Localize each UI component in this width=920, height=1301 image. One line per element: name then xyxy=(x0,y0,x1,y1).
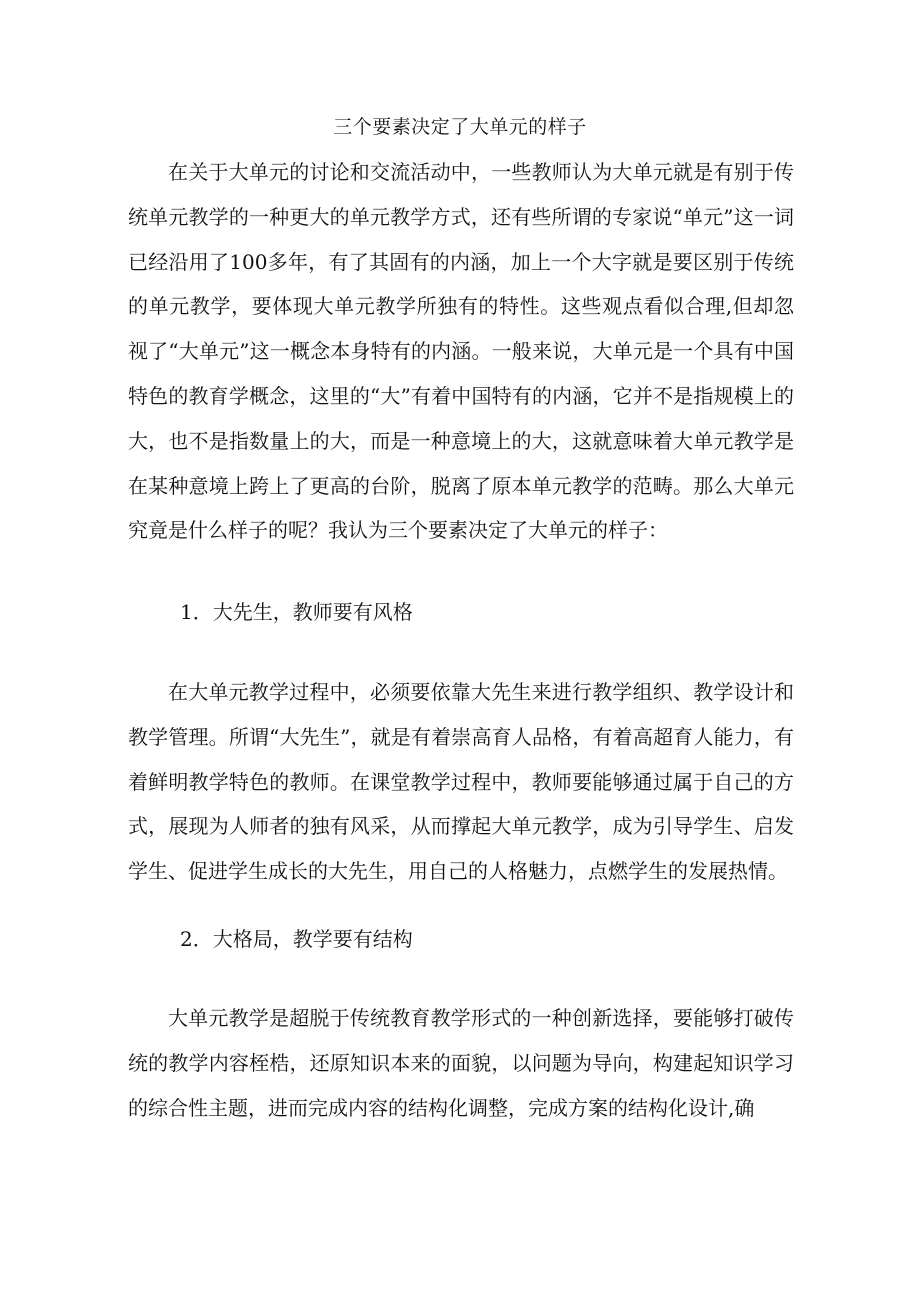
section-heading-1: 1．大先生，教师要有风格 xyxy=(180,600,413,624)
paragraph-intro: 在关于大单元的讨论和交流活动中，一些教师认为大单元就是有别于传统单元教学的一种更大的单元教学方式，还有些所谓的专家说“单元”这一词已经沿用了100多年，有了其固有的内涵，加上一个大字就是要区别于传统的单元教学，要体现大单元教学所独有的特性。这些观点看似合理,但却忽视了“大单元”这一概念本身特有的内涵。一般来说，大单元是一个具有中国特色的教育学概念，这里的“大”有着中国特有的内涵，它并不是指规模上的大，也不是指数量上的大，而是一种意境上的大，这就意味着大单元教学是在某种意境上跨上了更高的台阶，脱离了原本单元教学的范畴。那么大单元究竟是什么样子的呢？我认为三个要素决定了大单元的样子： xyxy=(128,160,794,543)
section-heading-2: 2．大格局，教学要有结构 xyxy=(180,927,413,951)
document-title: 三个要素决定了大单元的样子 xyxy=(333,116,587,138)
paragraph-section-1: 在大单元教学过程中，必须要依靠大先生来进行教学组织、教学设计和教学管理。所谓“大先生”，就是有着崇高育人品格，有着高超育人能力，有着鲜明教学特色的教师。在课堂教学过程中，教师要能够通过属于自己的方式，展现为人师者的独有风采，从而撑起大单元教学，成为引导学生、启发学生、促进学生成长的大先生，用自己的人格魅力，点燃学生的发展热情。 xyxy=(128,680,794,884)
paragraph-section-2: 大单元教学是超脱于传统教育教学形式的一种创新选择，要能够打破传统的教学内容桎梏，还原知识本来的面貌，以问题为导向，构建起知识学习的综合性主题，进而完成内容的结构化调整，完成方案的结构化设计,确 xyxy=(128,1006,794,1120)
